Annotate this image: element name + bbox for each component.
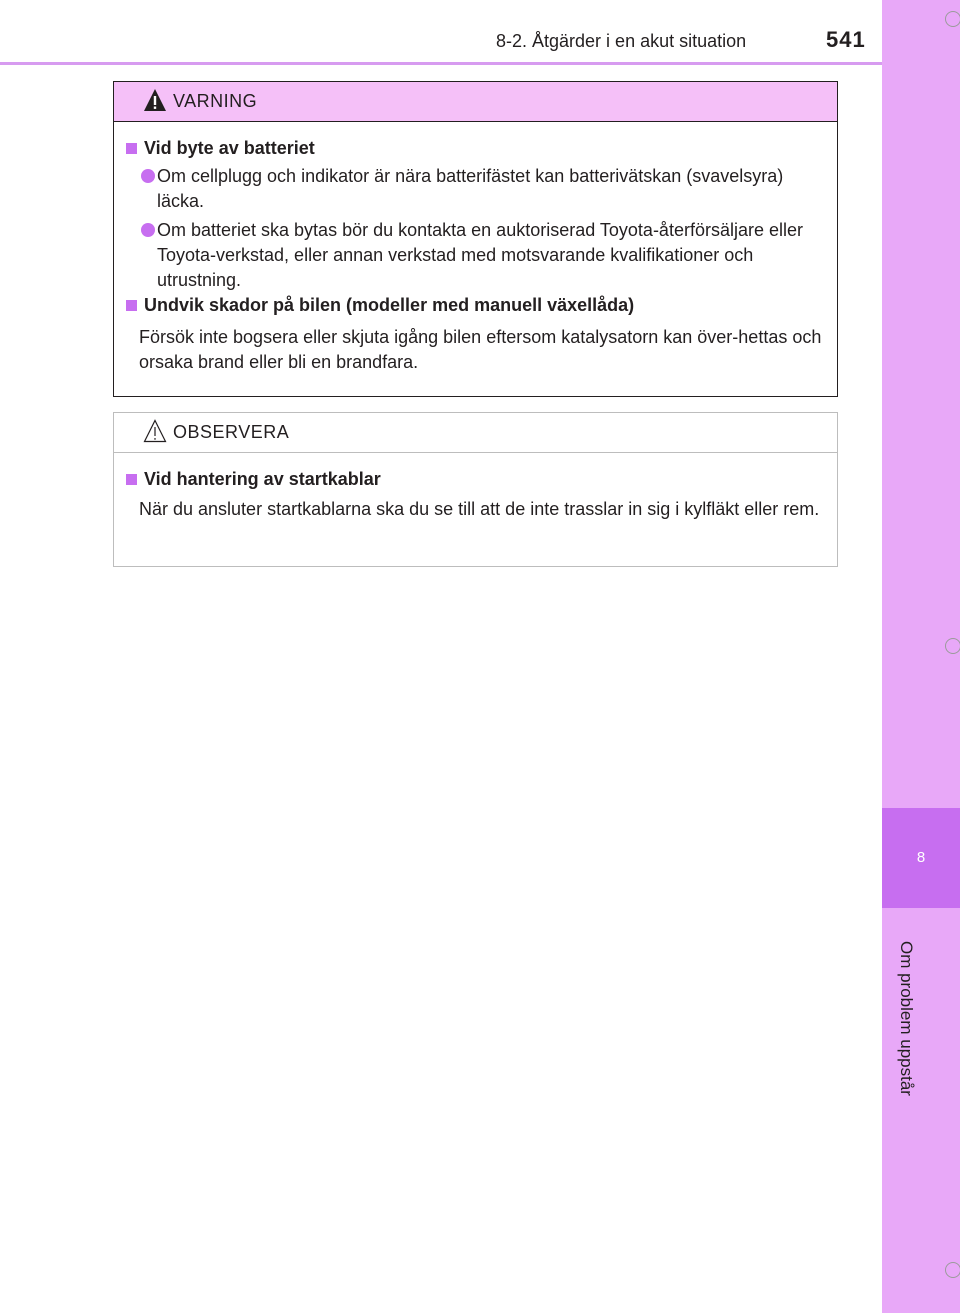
heading-text: Undvik skador på bilen (modeller med manuell växellåda) [144,295,635,315]
caution-header [114,413,837,453]
chapter-title-vertical: Om problem uppstår [897,940,916,1096]
warning-box [113,81,838,397]
heading-text: Vid byte av batteriet [144,138,315,158]
crop-mark-icon [945,638,960,654]
warning-section-heading [126,138,315,159]
square-bullet-icon [126,143,137,154]
warning-section-heading [126,295,634,316]
crop-mark-icon [945,11,960,27]
caution-section-heading [126,469,381,490]
warning-paragraph: Försök inte bogsera eller skjuta igång bilen eftersom katalysatorn kan över-hettas och orsaka brand eller bli en brandfara. [139,327,822,372]
crop-mark-icon [945,1262,960,1278]
square-bullet-icon [126,474,137,485]
caution-icon [143,419,167,443]
header-divider [0,62,882,65]
bullet-text: Om batteriet ska bytas bör du kontakta en auktoriserad Toyota-återförsäljare eller Toyota-verkstad, eller annan verkstad med motsvarande kvalifikationer och utrustning. [157,220,803,290]
caution-title: OBSERVERA [173,422,290,442]
round-bullet-icon [141,223,155,237]
warning-header [114,82,837,122]
warning-bullet [127,164,831,214]
section-title: 8-2. Åtgärder i en akut situation [496,31,747,51]
warning-icon [143,88,167,112]
bullet-text: Om cellplugg och indikator är nära batterifästet kan batterivätskan (svavelsyra) läcka. [157,166,784,211]
chapter-number-tab[interactable]: 8 [882,808,960,908]
round-bullet-icon [141,169,155,183]
caution-box [113,412,838,567]
page-number: 541 [826,27,866,52]
heading-text: Vid hantering av startkablar [144,469,381,489]
warning-bullet [127,218,831,293]
caution-paragraph: När du ansluter startkablarna ska du se till att de inte trasslar in sig i kylfläkt eller rem. [139,499,820,519]
warning-title: VARNING [173,91,258,111]
square-bullet-icon [126,300,137,311]
